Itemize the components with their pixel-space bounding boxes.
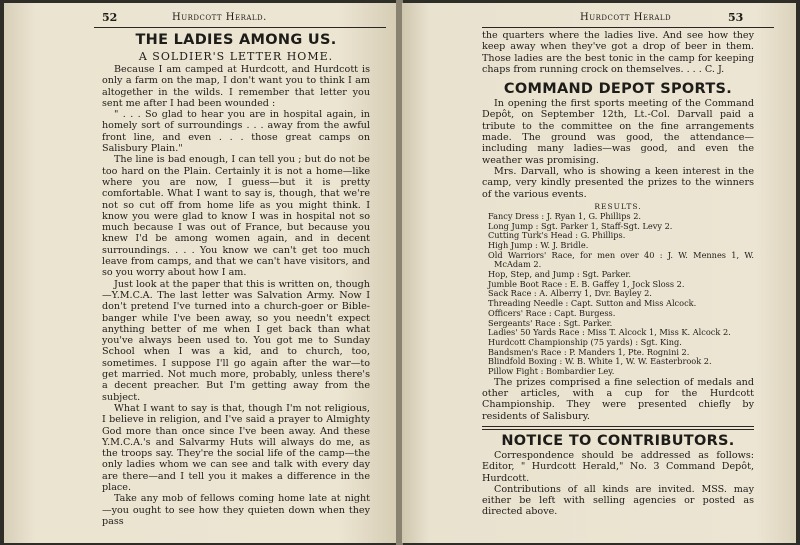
header-rule-right [482, 27, 774, 28]
article-title: THE LADIES AMONG US. [135, 32, 337, 48]
running-head-left: Hurdcott Herald. [172, 12, 267, 23]
result-item: Bandsmen's Race : P. Manders 1, Pte. Rognini 2. [488, 346, 690, 357]
sports-paragraph: In opening the first sports meeting of the Command Depôt, on September 12th, Lt.-Col. Darvall paid a tribute to the committee on the fine arrangements made. The ground was good, the attendance—including many ladies—was good, and even the weather was promising. [482, 98, 754, 166]
article-paragraph: What I want to say is that, though I'm not religious, I believe in religion, and I've said a prayer to Almighty God more than once since I've been away. And these Y.M.C.A.'s and Salvarmy Huts will always do me, as the troops say. They're the social life of the camp—the only ladies whom we can see and talk with every day are there—and I tell you it makes a difference in the place. [102, 402, 370, 493]
article-column [102, 32, 370, 527]
prizes-paragraph: The prizes comprised a fine selection of medals and other articles, with a cup for the Hurdcott Championship. They were presented chiefly by residents of Salisbury. [482, 376, 754, 422]
page-number-left: 52 [102, 11, 118, 24]
sports-title: COMMAND DEPOT SPORTS. [503, 81, 733, 98]
left-page [4, 3, 397, 543]
result-item: Officers' Race : Capt. Burgess. [488, 307, 616, 318]
results-title: RESULTS. [594, 201, 642, 211]
article-subtitle: A SOLDIER'S LETTER HOME. [138, 50, 334, 63]
result-item: Jumble Boot Race : E. B. Gaffey 1, Jock Sloss 2. [488, 278, 685, 289]
continued-text: the quarters where the ladies live. And see how they keep away when they've got a drop of beer in them. Those ladies are the best tonic in the camp for keeping chaps from running crock on themselves. . . . C. J. [482, 30, 754, 75]
article-paragraph: Because I am camped at Hurdcott, and Hurdcott is only a farm on the map, I don't want you to think I am altogether in the wilds. I remember that letter you sent me after I had been wounded : [102, 64, 370, 109]
notice-title: NOTICE TO CONTRIBUTORS. [501, 433, 735, 449]
result-item: Threading Needle : Capt. Sutton and Miss Alcock. [488, 298, 697, 309]
result-item: Cutting Turk's Head : G. Phillips. [488, 230, 626, 241]
section-double-rule [482, 426, 754, 430]
result-item: Long Jump : Sgt. Parker 1, Staff-Sgt. Levy 2. [488, 220, 673, 231]
result-item: Ladies' 50 Yards Race : Miss T. Alcock 1, Miss K. Alcock 2. [488, 327, 731, 338]
article-paragraph: Take any mob of fellows coming home late at night—you ought to see how they quieten down when they pass [102, 493, 370, 527]
result-item: Hurdcott Championship (75 yards) : Sgt. King. [488, 337, 682, 347]
right-column [482, 30, 754, 518]
sports-paragraph: Mrs. Darvall, who is showing a keen interest in the camp, very kindly presented the prizes to the winners of the various events. [482, 165, 754, 200]
notice-paragraph: Correspondence should be addressed as follows: Editor, " Hurdcott Herald," No. 3 Command Depôt, Hurdcott. [482, 450, 754, 484]
running-head-right: Hurdcott Herald [580, 12, 672, 23]
result-item: Fancy Dress : J. Ryan 1, G. Phillips 2. [488, 210, 642, 221]
result-item: High Jump : W. J. Bridle. [488, 239, 589, 250]
results-list [482, 212, 754, 377]
article-paragraph: " . . . So glad to hear you are in hospital again, in homely sort of surroundings . . . away from the awful front line, and even . . . those great camps on Salisbury Plain." [102, 109, 370, 155]
result-item: Hop, Step, and Jump : Sgt. Parker. [488, 269, 631, 280]
result-item: Sergeants' Race : Sgt. Parker. [488, 317, 613, 328]
article-paragraph: Just look at the paper that this is written on, though—Y.M.C.A. The last letter was Salvation Army. Now I don't pretend I've turned into a church-goer or Bible-banger while I've been away, so you needn't expect anything better of me when I get back than what you've always been used to. You got me to Sunday School when I was a kid, and to church, too, sometimes. I suppose I'll go again after the war—to get married. Not much more, probably, unless there's a decent preacher. But I'm getting away from the subject. [102, 278, 370, 403]
notice-paragraph: Contributions of all kinds are invited. MSS. may either be left with selling agencies or posted as directed above. [482, 483, 754, 518]
right-page [402, 3, 796, 543]
result-item: Blindfold Boxing : W. B. White 1, W. W. Easterbrook 2. [488, 356, 712, 367]
result-item: Old Warriors' Race, for men over 40 : J. W. Mennes 1, W. McAdam 2. [488, 249, 754, 270]
result-item: Sack Race : A. Alberry 1, Dvr. Bayley 2. [488, 288, 652, 299]
page-number-right: 53 [728, 11, 744, 24]
result-item: Pillow Fight : Bombardier Ley. [488, 366, 615, 377]
header-rule-left [94, 27, 386, 28]
article-paragraph: The line is bad enough, I can tell you ; but do not be too hard on the Plain. Certainly it is not a home—like where you are now, I guess—but it is pretty comfortable. What I want to say is, though, that we're not so cut off from home life as you might think. I know you were glad to know I was in hospital not so much because I was out of France, but because you knew I'd be among women again, and in decent surroundings. . . . You know we can't get too much leave from camps, and that we can't have visitors, and so you worry about how I am. [102, 154, 370, 279]
